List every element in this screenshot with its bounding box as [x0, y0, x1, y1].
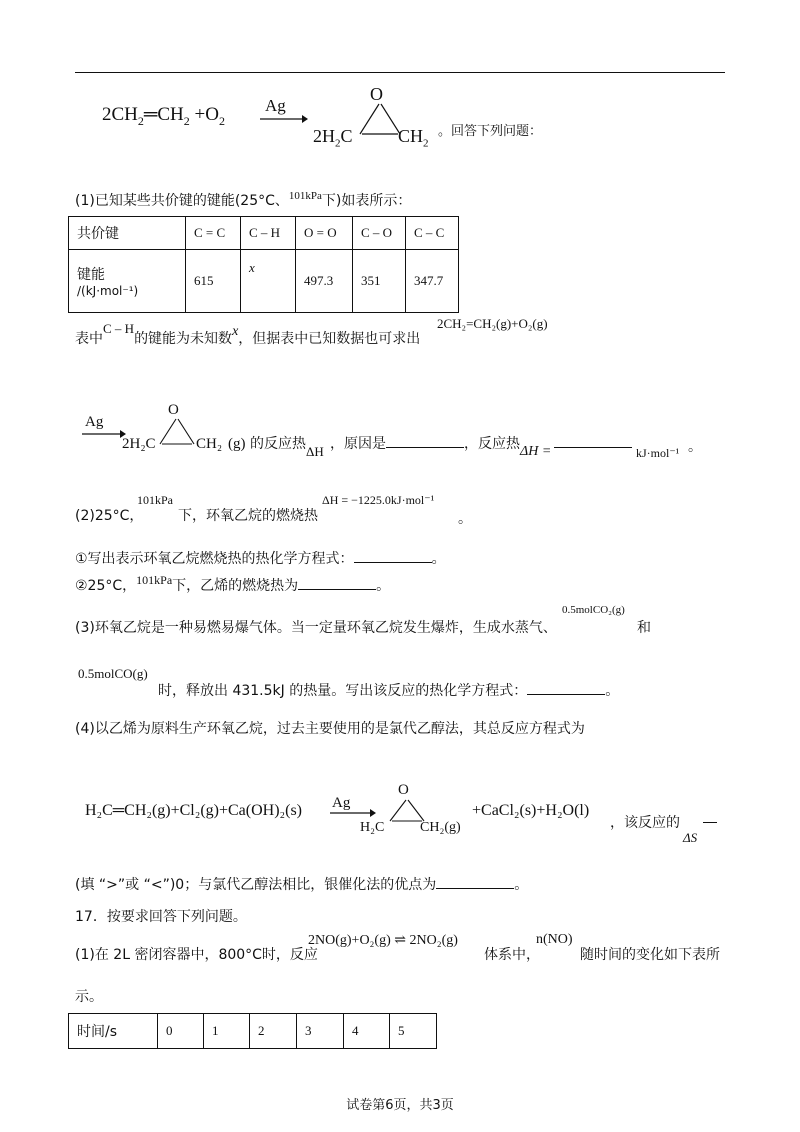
page-footer: 试卷第6页，共3页: [346, 1098, 454, 1113]
table-header-cell: 2: [250, 1014, 297, 1049]
catalyst-label: Ag: [265, 96, 286, 115]
table-header-cell: 时间/s: [69, 1014, 158, 1049]
table-header-cell: 共价键: [69, 217, 186, 250]
table-header-cell: O = O: [296, 217, 353, 250]
epoxide-ring: [152, 416, 202, 448]
table-cell: 351: [353, 250, 406, 313]
bond-energy-table: [68, 216, 459, 313]
q1-intro: (1)已知某些共价键的键能(25°C、$^{101kPa}$下)如表所示：: [75, 190, 412, 209]
reaction-arrow: [80, 428, 126, 440]
table-header-cell: 0: [158, 1014, 204, 1049]
table-cell: 615: [186, 250, 241, 313]
q1-line3: 的反应热: [250, 436, 306, 452]
table-header-cell: 3: [297, 1014, 344, 1049]
table-cell: 497.3: [296, 250, 353, 313]
table-row: [69, 1014, 437, 1049]
table-row: [69, 217, 459, 250]
table-header-cell: C = C: [186, 217, 241, 250]
rxn-lhs: 2CH: [102, 104, 138, 125]
answer-blank[interactable]: [354, 550, 432, 563]
reaction-arrow: [328, 807, 376, 819]
answer-blank[interactable]: [386, 435, 464, 448]
top-rule: [75, 72, 725, 73]
q4-eq-lhs: H₂C═CH₂(g)+Cl₂(g)+Ca(OH)₂(s): [85, 802, 302, 819]
table-header-cell: 1: [204, 1014, 250, 1049]
answer-blank[interactable]: [298, 577, 376, 590]
q2-sub2: ②25°C，101kPa下，乙烯的燃烧热为 。: [75, 573, 391, 594]
answer-blank[interactable]: [527, 682, 605, 695]
q1-catalyst: Ag: [85, 414, 104, 430]
q2-sub1: ①写出表示环氧乙烷燃烧热的热化学方程式： 。: [75, 551, 446, 567]
answer-blank[interactable]: [436, 876, 514, 889]
reaction-arrow: [258, 112, 308, 126]
table-cell: x: [241, 250, 296, 313]
q17-p1: (1)在 2L 密闭容器中，800°C时，反应: [75, 947, 318, 963]
table-header-cell: 4: [344, 1014, 390, 1049]
q4-line2: (填 “>”或 “<”)0；与氯代乙醇法相比，银催化法的优点为 。: [75, 877, 529, 893]
table-header-cell: 5: [390, 1014, 437, 1049]
table-header-cell: C – O: [353, 217, 406, 250]
q17-title: 17．按要求回答下列问题。: [75, 909, 247, 925]
time-table: [68, 1013, 437, 1049]
rxn-tail: 。回答下列问题：: [438, 124, 543, 139]
table-header-cell: C – H: [241, 217, 296, 250]
epoxide-o: O: [168, 402, 179, 418]
q1-line2: 表中C – H的键能为未知数x，但据表中已知数据也可求出: [75, 321, 421, 347]
table-row-label: 键能 /(kJ·mol⁻¹): [69, 250, 186, 313]
q1-eq-lhs: 2CH₂=CH₂(g)+O₂(g): [437, 316, 548, 331]
q2-intro: (2)25°C，: [75, 508, 144, 524]
table-cell: 347.7: [406, 250, 459, 313]
q4-line1: (4)以乙烯为原料生产环氧乙烷，过去主要使用的是氯代乙醇法，其总反应方程式为: [75, 721, 585, 737]
table-row: [69, 250, 459, 313]
q3-line2: 时，释放出 431.5kJ 的热量。写出该反应的热化学方程式： 。: [158, 683, 620, 699]
answer-blank[interactable]: [703, 822, 717, 823]
table-header-cell: C – C: [406, 217, 459, 250]
epoxide-o: O: [370, 84, 383, 104]
answer-blank[interactable]: [554, 447, 632, 448]
q3-line1: (3)环氧乙烷是一种易燃易爆气体。当一定量环氧乙烷发生爆炸，生成水蒸气、: [75, 620, 557, 636]
